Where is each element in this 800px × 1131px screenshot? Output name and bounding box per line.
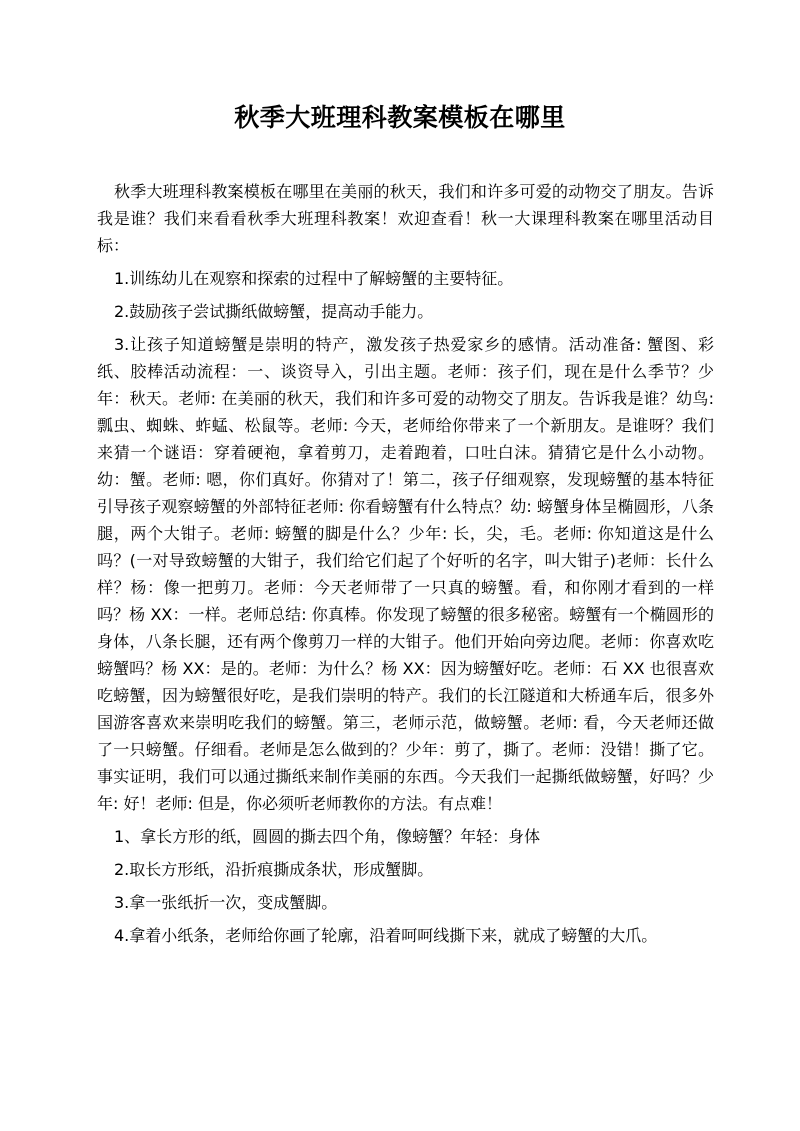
paragraph-step-4: 4.拿着小纸条，老师给你画了轮廓，沿着呵呵线撕下来，就成了螃蟹的大爪。 [114,926,658,945]
paragraph-step-2: 2.取长方形纸，沿折痕撕成条状，形成蟹脚。 [114,860,434,879]
document-body [97,178,714,955]
paragraph-step-1: 1、拿长方形的纸，圆圆的撕去四个角，像螃蟹？年轻：身体 [114,827,541,846]
paragraph-goal-2: 2.鼓励孩子尝试撕纸做螃蟹，提高动手能力。 [114,302,434,321]
paragraph-goal-3: 3.让孩子知道螃蟹是崇明的特产，激发孩子热爱家乡的感情。活动准备: 蟹图、彩纸、胶棒活动流程：一、谈资导入，引出主题。老师：孩子们，现在是什么季节？少年：秋天。老师: 在美丽的秋天，我们和许多可爱的动物交了朋友。告诉我是谁？幼鸟: 瓢虫、蜘蛛、蚱蜢、松鼠等。老师: 今天，老师给你带来了一个新朋友。是谁呀？我们来猜一个谜语：穿着硬袍，拿着剪刀，走着跑着，口吐白沫。猜猜它是什么小动物。幼：蟹。老师: 嗯，你们真好。你猜对了！第二，孩子仔细观察，发现螃蟹的基本特征引导孩子观察螃蟹的外部特征老师: 你看螃蟹有什么特点？幼: 螃蟹身体呈椭圆形，八条腿，两个大钳子。老师: 螃蟹的脚是什么？少年: 长，尖，毛。老师: 你知道这是什么吗？(一对导致螃蟹的大钳子，我们给它们起了个好听的名字，叫大钳子)老师：长什么样？杨：像一把剪刀。老师：今天老师带了一只真的螃蟹。看，和你刚才看到的一样吗？杨 XX：一样。老师总结: 你真棒。你发现了螃蟹的很多秘密。螃蟹有一个椭圆形的身体，八条长腿，还有两个像剪刀一样的大钳子。他们开始向旁边爬。老师：你喜欢吃螃蟹吗？杨 XX：是的。老师：为什么？杨 XX：因为螃蟹好吃。老师：石 XX 也很喜欢吃螃蟹，因为螃蟹很好吃，是我们崇明的特产。我们的长江隧道和大桥通车后，很多外国游客喜欢来崇明吃我们的螃蟹。第三，老师示范，做螃蟹。老师: 看，今天老师还做了一只螃蟹。仔细看。老师是怎么做到的？少年：剪了，撕了。老师：没错！撕了它。事实证明，我们可以通过撕纸来制作美丽的东西。今天我们一起撕纸做螃蟹，好吗？少年: 好！老师: 但是，你必须听老师教你的方法。有点难！ [97,335,714,813]
document-title: 秋季大班理科教案模板在哪里 [234,103,566,132]
paragraph-intro: 秋季大班理科教案模板在哪里在美丽的秋天，我们和许多可爱的动物交了朋友。告诉我是谁？我们来看看秋季大班理科教案！欢迎查看！秋一大课理科教案在哪里活动目标： [97,182,714,255]
paragraph-goal-1: 1.训练幼儿在观察和探索的过程中了解螃蟹的主要特征。 [114,269,514,288]
paragraph-step-3: 3.拿一张纸折一次，变成蟹脚。 [114,893,338,912]
